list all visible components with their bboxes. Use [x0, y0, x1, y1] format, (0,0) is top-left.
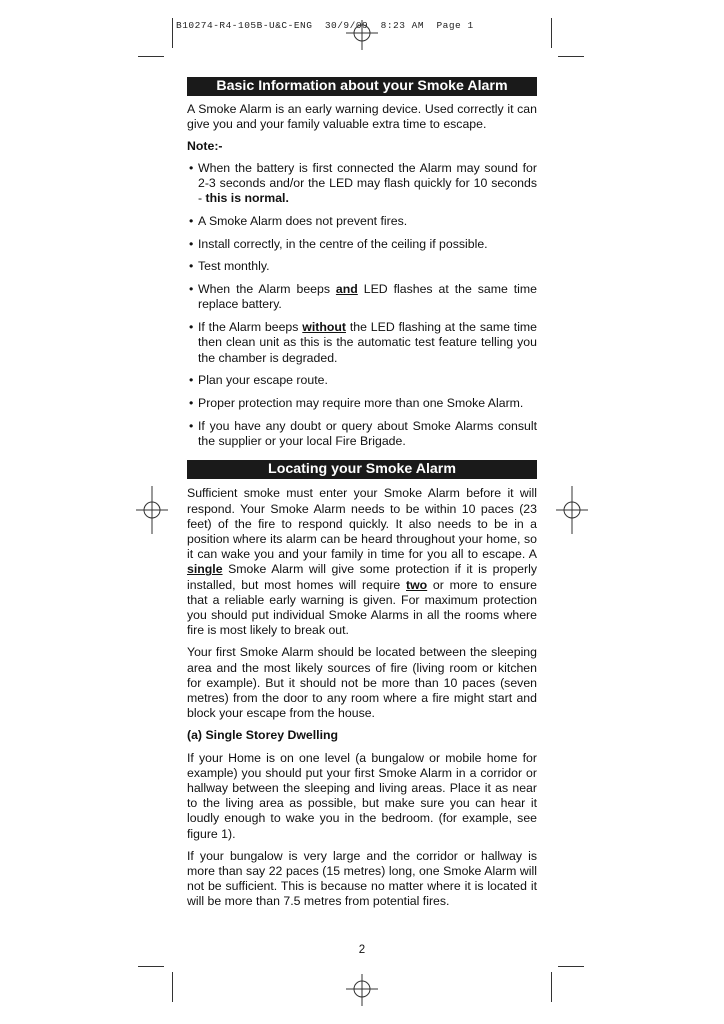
- crop-mark: [558, 56, 584, 57]
- list-item-emphasis: this is normal.: [205, 191, 289, 206]
- registration-mark-icon: [136, 486, 168, 534]
- list-item-text: Plan your escape route.: [198, 373, 328, 388]
- page-number: 2: [358, 944, 366, 956]
- list-item-text: If the Alarm beeps: [198, 320, 303, 335]
- intro-paragraph: A Smoke Alarm is an early warning device. Used correctly it can give you and your family valuable extra time to escape.: [187, 102, 537, 132]
- section-heading-locating: Locating your Smoke Alarm: [187, 460, 537, 479]
- crop-mark: [551, 18, 552, 48]
- list-item-text: When the battery is first connected the Alarm may sound for 2-3 seconds and/or the LED may flash quickly for 10 seconds -: [198, 160, 537, 206]
- page-content: [187, 77, 537, 917]
- list-item-text: Install correctly, in the centre of the ceiling if possible.: [198, 236, 488, 251]
- list-item: [187, 161, 537, 207]
- list-item-text: If you have any doubt or query about Smoke Alarms consult the supplier or your local Fire Brigade.: [198, 419, 537, 449]
- list-item: [187, 259, 537, 274]
- list-item-text: Proper protection may require more than one Smoke Alarm.: [198, 396, 524, 411]
- list-item-emphasis: and: [335, 282, 358, 297]
- crop-mark: [172, 972, 173, 1002]
- body-paragraph: If your Home is on one level (a bungalow or mobile home for example) you should put your first Smoke Alarm in a corridor or hallway between the sleeping and living areas. Place it as near to the living area as possible, but make sure you can hear it loudly enough to wake you in the bedroom. (for example, see figure 1).: [187, 750, 537, 841]
- crop-mark: [558, 966, 584, 967]
- list-item-text: A Smoke Alarm does not prevent fires.: [198, 213, 408, 228]
- sub-heading: (a) Single Storey Dwelling: [187, 728, 339, 743]
- list-item: [187, 320, 537, 366]
- crop-mark: [138, 966, 164, 967]
- registration-mark-icon: [340, 974, 384, 1006]
- body-paragraph: Sufficient smoke must enter your Smoke Alarm before it will respond. Your Smoke Alarm needs to be within 10 paces (23 feet) of the fire to respond quickly. It also needs to be in a position where its alarm can be heard throughout your home, so it can wake you and your family in time for you all to escape. A single Smoke Alarm will give some protection if it is properly installed, but most homes will require two or more to ensure that a reliable early warning is given. For maximum protection you should put individual Smoke Alarms in all the rooms where fire is most likely to break out.: [187, 486, 537, 638]
- list-item-text: When the Alarm beeps: [198, 282, 336, 297]
- list-item-text: the LED flashing at the same time then clean unit as this is the automatic test feature telling you the chamber is degraded.: [198, 320, 538, 365]
- crop-mark: [551, 972, 552, 1002]
- registration-mark-icon: [340, 20, 384, 50]
- list-item: [187, 282, 537, 312]
- registration-mark-icon: [556, 486, 588, 534]
- text-emphasis: single: [187, 562, 223, 577]
- body-paragraph: Your first Smoke Alarm should be located between the sleeping area and the most likely sources of fire (living room or kitchen for example). But it should not be more than 10 paces (seven metres) from the door to any room where a fire might start and block your escape from the house.: [187, 645, 537, 721]
- note-label: Note:-: [187, 139, 223, 154]
- section-heading-basic-info: Basic Information about your Smoke Alarm: [187, 77, 537, 96]
- body-paragraph: If your bungalow is very large and the corridor or hallway is more than say 22 paces (15 metres) long, one Smoke Alarm will not be sufficient. This is because no matter where it is located it will be more than 7.5 metres from potential fires.: [187, 848, 537, 909]
- text-emphasis: two: [406, 577, 428, 592]
- list-item-emphasis: without: [302, 320, 346, 335]
- crop-mark: [138, 56, 164, 57]
- print-slug: B10274-R4-105B-U&C-ENG 30/9/09 8:23 AM Page 1: [176, 20, 474, 31]
- list-item: [187, 214, 537, 229]
- list-item: [187, 419, 537, 449]
- list-item-text: Test monthly.: [198, 259, 270, 274]
- list-item: [187, 237, 537, 252]
- list-item: [187, 396, 537, 411]
- crop-mark: [172, 18, 173, 48]
- list-item-text: LED flashes at the same time replace battery.: [198, 282, 537, 312]
- list-item: [187, 373, 537, 388]
